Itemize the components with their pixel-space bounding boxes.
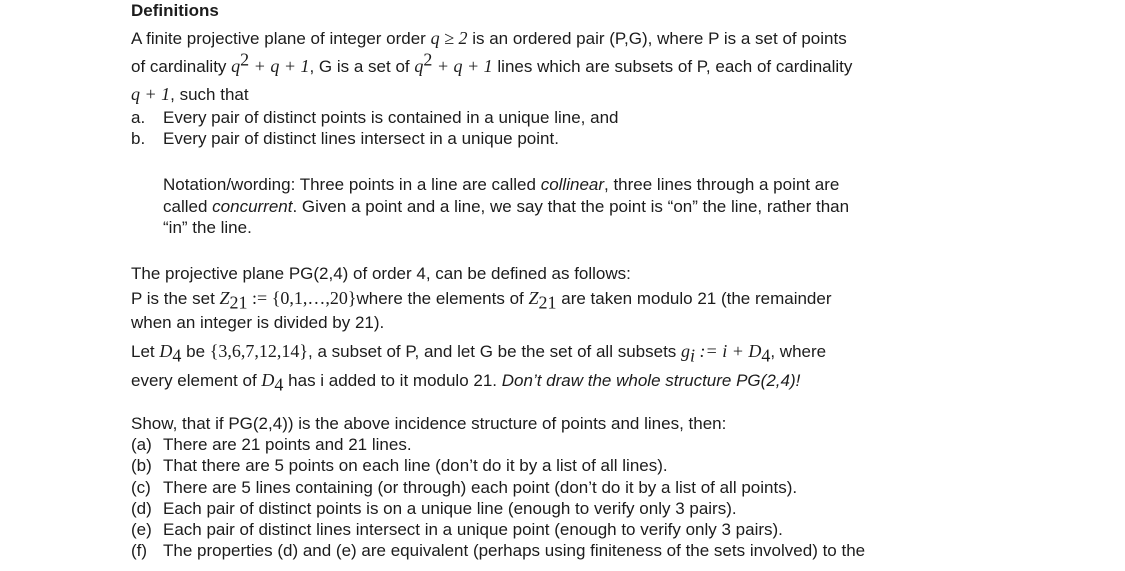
show-item-d: (d) Each pair of distinct points is on a unique line (enough to verify only 3 pairs). — [131, 499, 737, 518]
definition-item-a: a. Every pair of distinct points is contained in a unique line, and — [131, 108, 619, 127]
notation-line-3: “in” the line. — [163, 218, 252, 237]
show-intro: Show, that if PG(2,4)) is the above incidence structure of points and lines, then: — [131, 414, 727, 433]
definition-line-2: of cardinality $q^2 + q + 1$, G is a set of $q^2 + q + 1$ lines which are subsets of P, each of cardinality — [131, 49, 853, 76]
show-item-b: (b) That there are 5 points on each line (don’t do it by a list of all lines). — [131, 456, 668, 475]
show-item-a: (a) There are 21 points and 21 lines. — [131, 435, 412, 454]
notation-line-2: called concurrent. Given a point and a line, we say that the point is “on” the line, rather than — [163, 197, 850, 216]
show-item-c: (c) There are 5 lines containing (or through) each point (don’t do it by a list of all points). — [131, 478, 798, 497]
show-item-f: (f) The properties (d) and (e) are equivalent (perhaps using finiteness of the sets involved) to the — [131, 541, 866, 560]
projective-line-5: every element of $D_4$ has i added to it modulo 21. Don’t draw the whole structure PG(2,4)! — [131, 370, 801, 395]
definition-item-b: b. Every pair of distinct lines intersect in a unique point. — [131, 129, 559, 148]
definition-line-3: q + 1, such that — [131, 84, 249, 104]
projective-line-3: when an integer is divided by 21). — [131, 313, 385, 332]
notation-line-1: Notation/wording: Three points in a line are called collinear, three lines through a point are — [163, 175, 840, 194]
projective-line-2: P is the set $Z_{21}$ := {0,1,…,20}where the elements of $Z_{21}$ are taken modulo 21 (the remainder — [131, 288, 832, 313]
definition-line-1: A finite projective plane of integer order q ≥ 2 is an ordered pair (P,G), where P is a set of points — [131, 28, 847, 48]
projective-line-1: The projective plane PG(2,4) of order 4, can be defined as follows: — [131, 264, 631, 283]
show-item-e: (e) Each pair of distinct lines intersect in a unique point (enough to verify only 3 pairs). — [131, 520, 783, 539]
definitions-heading: Definitions — [131, 1, 219, 20]
projective-line-4: Let $D_4$ be {3,6,7,12,14}, a subset of P, and let G be the set of all subsets $g_i$ := $i + D_4$, where — [131, 341, 827, 366]
